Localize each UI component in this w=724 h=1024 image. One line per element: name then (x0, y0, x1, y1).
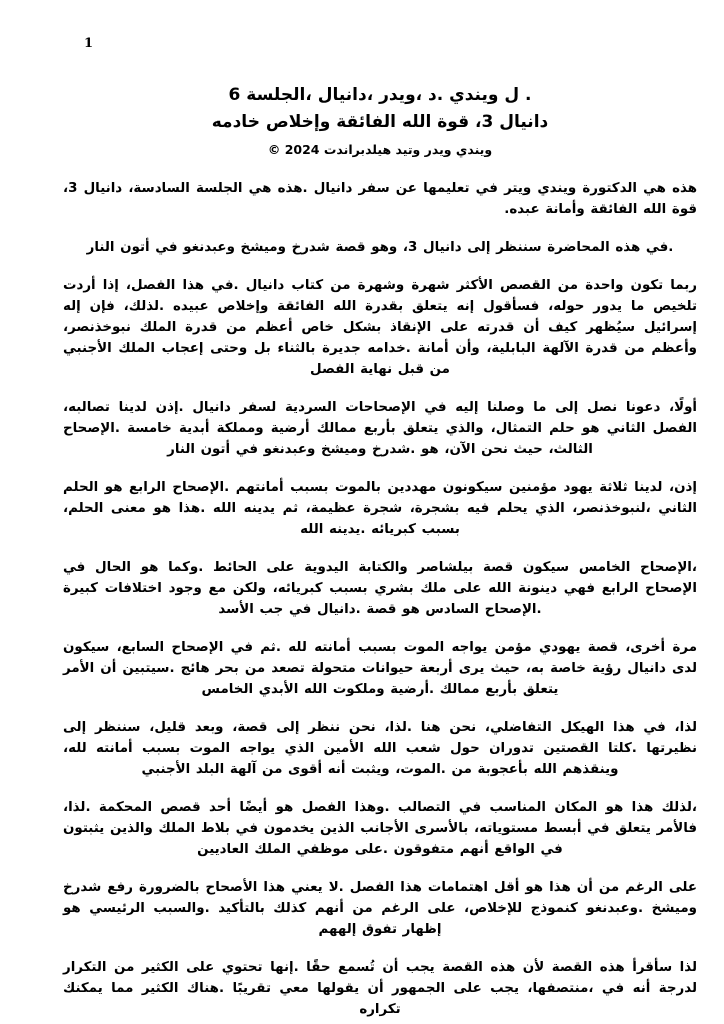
document-title-line-2: دانيال 3، قوة الله الفائقة وإخلاص خادمه (211, 112, 549, 132)
document-title-line-1: . ل ويندي .د ،ويدر ،دانيال ،الجلسة 6 (228, 85, 532, 105)
page-number: 1 (84, 36, 94, 51)
body-paragraph: ،لذلك هذا هو المكان المناسب في التصالب .وهذا الفصل هو أيضًا أحد قصص المحكمة .لذا، فالأمر يتعلق في أبسط مستوياته، بالأسرى الأجانب الذين يخدمون في بلاط الملك والذين يثبتون في الواقع أنهم متفوقون .على موظفي الملك العاديين (63, 800, 697, 857)
body-paragraph: مرة أخرى، قصة يهودي مؤمن يواجه الموت بسبب أمانته لله .ثم في الإصحاح السابع، سيكون لدى دانيال رؤية خاصة به، حيث يرى أربعة حيوانات متحولة تصعد من بحر هائج .سيتبين أن الأمر يتعلق بأربع ممالك .أرضية وملكوت الله الأبدي الخامس (63, 640, 697, 697)
body-paragraph: .في هذه المحاضرة سننظر إلى دانيال 3، وهو قصة شدرخ وميشخ وعبدنغو في أتون النار (86, 240, 674, 255)
document-header (63, 0, 697, 159)
body-paragraph: أولًا، دعونا نصل إلى ما وصلنا إليه في الإصحاحات السردية لسفر دانيال .إذن لدينا تصالبه، الفصل الثاني هو حلم التمثال، والذي يتعلق بأربع ممالك أرضية ومملكة أبدية خامسة .الإصحاح الثالث، حيث نحن الآن، هو .شدرخ وميشخ وعبدنغو في أتون النار (63, 400, 697, 457)
body-paragraph: على الرغم من أن هذا هو أقل اهتمامات هذا الفصل .لا يعني هذا الأصحاح بالضرورة رفع شدرخ وميشخ .وعبدنغو كنموذج للإخلاص، على الرغم من أنهم كذلك بالتأكيد .والسبب الرئيسي هو إظهار تفوق إلههم (63, 880, 697, 937)
document-body (63, 178, 697, 1020)
body-paragraph: ،الإصحاح الخامس سيكون قصة بيلشاصر والكتابة اليدوية على الحائط .وكما هو الحال في الإصحاح الرابع فهي دينونة الله على ملك بشري بسبب كبريائه، ولكن مع وجود اختلافات كبيرة .الإصحاح السادس هو قصة .دانيال في جب الأسد (63, 560, 697, 617)
body-paragraph: لذا سأقرأ هذه القصة لأن هذه القصة يجب أن تُسمع حقًا .إنها تحتوي على الكثير من التكرار لدرجة أنه في ،منتصفها، يجب على الجمهور أن يقولها معي تقريبًا .هناك الكثير مما يمكنك تكراره (63, 960, 697, 1017)
body-paragraph: إذن، لدينا ثلاثة يهود مؤمنين سيكونون مهددين بالموت بسبب أمانتهم .الإصحاح الرابع هو الحلم الثاني ،لنبوخذنصر، الذي يحلم فيه بشجرة، شجرة عظيمة، ثم يدينه الله .هذا هو معنى الحلم، بسبب كبريائه .يدينه الله (63, 480, 697, 537)
copyright-line: ويندي ويدر وتيد هيلدبراندت 2024 © (267, 142, 493, 157)
body-paragraph: ربما تكون واحدة من القصص الأكثر شهرة وشهرة من كتاب دانيال .في هذا الفصل، إذا أردت تلخيص ما يدور حوله، فسأقول إنه يتعلق بقدرة الله الفائقة وإخلاص عبيده .لذلك، فإن إله إسرائيل سيُظهر كيف أن قدرته على الإنقاذ بشكل خاص أعظم من قدرة الملك نبوخذنصر، وأعظم من قدرة الآلهة البابلية، وأن أمانة .خدامه جديرة بالثناء بل وحتى إعجاب الملك الأجنبي من قبل نهاية الفصل (63, 278, 697, 377)
body-paragraph: هذه هي الدكتورة ويندي ويتر في تعليمها عن سفر دانيال .هذه هي الجلسة السادسة، دانيال 3، قوة الله الفائقة وأمانة عبده. (63, 181, 697, 217)
body-paragraph: لذا، في هذا الهيكل التفاضلي، نحن هنا .لذا، نحن ننظر إلى قصة، وبعد قليل، سننظر إلى نظيرتها .كلتا القصتين تدوران حول شعب الله الأمين الذي يواجه الموت بسبب أمانته لله، وينقذهم الله بأعجوبة من .الموت، ويثبت أنه أقوى من آلهة البلد الأجنبي (63, 720, 697, 777)
